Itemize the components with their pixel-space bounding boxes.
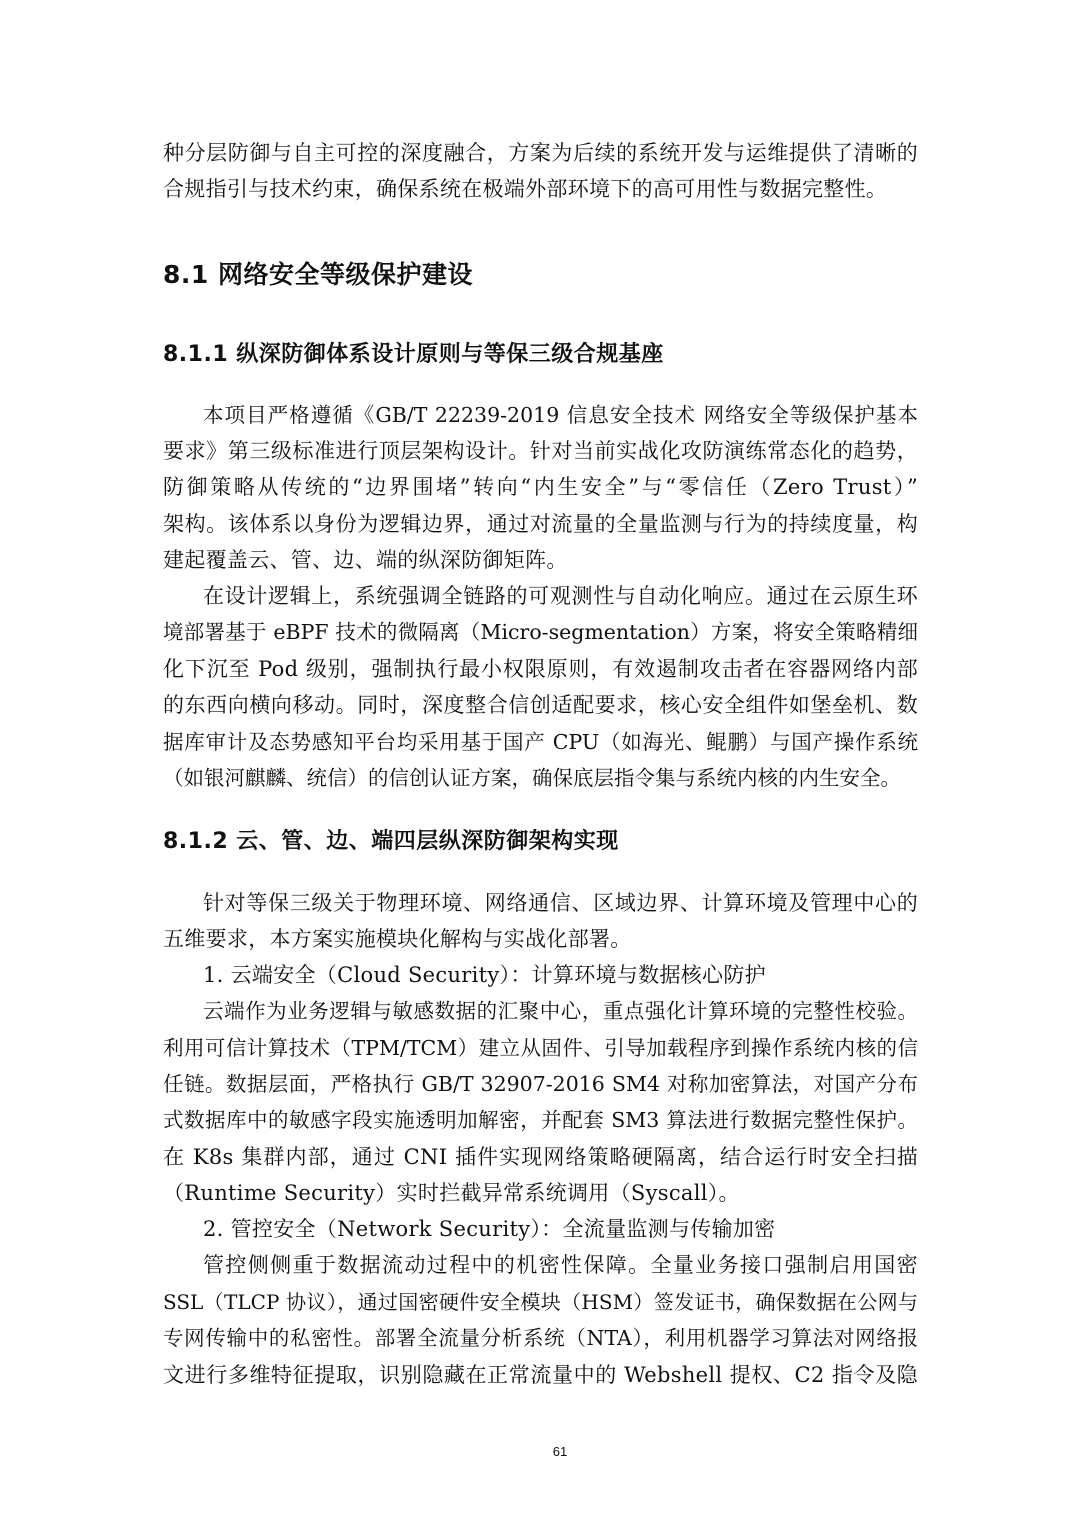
paragraph-line: （Runtime Security）实时拦截异常系统调用（Syscall）。 — [163, 1181, 740, 1205]
paragraph-line: 防御策略从传统的“边界围堵”转向“内生安全”与“零信任（Zero Trust）” — [163, 475, 918, 499]
intro-line: 种分层防御与自主可控的深度融合，方案为后续的系统开发与运维提供了清晰的 — [163, 141, 918, 165]
paragraph-line: 专网传输中的私密性。部署全流量分析系统（NTA），利用机器学习算法对网络报 — [163, 1326, 918, 1350]
paragraph-line: 境部署基于 eBPF 技术的微隔离（Micro-segmentation）方案，将安全策略精细 — [163, 620, 918, 644]
paragraph-line: 式数据库中的敏感字段实施透明加解密，并配套 SM3 算法进行数据完整性保护。 — [163, 1108, 918, 1132]
paragraph-line: 建起覆盖云、管、边、端的纵深防御矩阵。 — [163, 548, 568, 572]
section-heading-8-1: 8.1 网络安全等级保护建设 — [163, 260, 473, 289]
paragraph-line: 五维要求，本方案实施模块化解构与实战化部署。 — [163, 927, 632, 951]
paragraph-line: 本项目严格遵循《GB/T 22239-2019 信息安全技术 网络安全等级保护基本 — [203, 403, 918, 427]
paragraph-line: 针对等保三级关于物理环境、网络通信、区域边界、计算环境及管理中心的 — [203, 891, 918, 915]
list-item-title: 2. 管控安全（Network Security）：全流量监测与传输加密 — [203, 1217, 776, 1241]
paragraph-line: 据库审计及态势感知平台均采用基于国产 CPU（如海光、鲲鹏）与国产操作系统 — [163, 730, 918, 754]
paragraph-line: 架构。该体系以身份为逻辑边界，通过对流量的全量监测与行为的持续度量，构 — [163, 512, 918, 536]
paragraph-line: 要求》第三级标准进行顶层架构设计。针对当前实战化攻防演练常态化的趋势， — [163, 439, 918, 463]
page-number: 61 — [552, 1444, 568, 1459]
paragraph-line: 任链。数据层面，严格执行 GB/T 32907-2016 SM4 对称加密算法，对国产分布 — [163, 1072, 918, 1096]
paragraph-line: SSL（TLCP 协议），通过国密硬件安全模块（HSM）签发证书，确保数据在公网与 — [163, 1290, 918, 1314]
section-heading-8-1-1: 8.1.1 纵深防御体系设计原则与等保三级合规基座 — [163, 342, 664, 367]
list-item-title: 1. 云端安全（Cloud Security）：计算环境与数据核心防护 — [203, 963, 766, 987]
paragraph-line: 的东西向横向移动。同时，深度整合信创适配要求，核心安全组件如堡垒机、数 — [163, 693, 918, 717]
section-heading-8-1-2: 8.1.2 云、管、边、端四层纵深防御架构实现 — [163, 829, 619, 854]
paragraph-line: 利用可信计算技术（TPM/TCM）建立从固件、引导加载程序到操作系统内核的信 — [163, 1036, 918, 1060]
paragraph-line: （如银河麒麟、统信）的信创认证方案，确保底层指令集与系统内核的内生安全。 — [163, 766, 901, 790]
paragraph-line: 在 K8s 集群内部，通过 CNI 插件实现网络策略硬隔离，结合运行时安全扫描 — [163, 1145, 918, 1169]
intro-line: 合规指引与技术约束，确保系统在极端外部环境下的高可用性与数据完整性。 — [163, 177, 888, 201]
paragraph-line: 化下沉至 Pod 级别，强制执行最小权限原则，有效遏制攻击者在容器网络内部 — [163, 657, 918, 681]
paragraph-line: 云端作为业务逻辑与敏感数据的汇聚中心，重点强化计算环境的完整性校验。 — [203, 999, 918, 1023]
paragraph-line: 管控侧侧重于数据流动过程中的机密性保障。全量业务接口强制启用国密 — [203, 1253, 918, 1277]
paragraph-line: 在设计逻辑上，系统强调全链路的可观测性与自动化响应。通过在云原生环 — [203, 584, 918, 608]
paragraph-line: 文进行多维特征提取，识别隐藏在正常流量中的 Webshell 提权、C2 指令及隐 — [163, 1363, 918, 1387]
